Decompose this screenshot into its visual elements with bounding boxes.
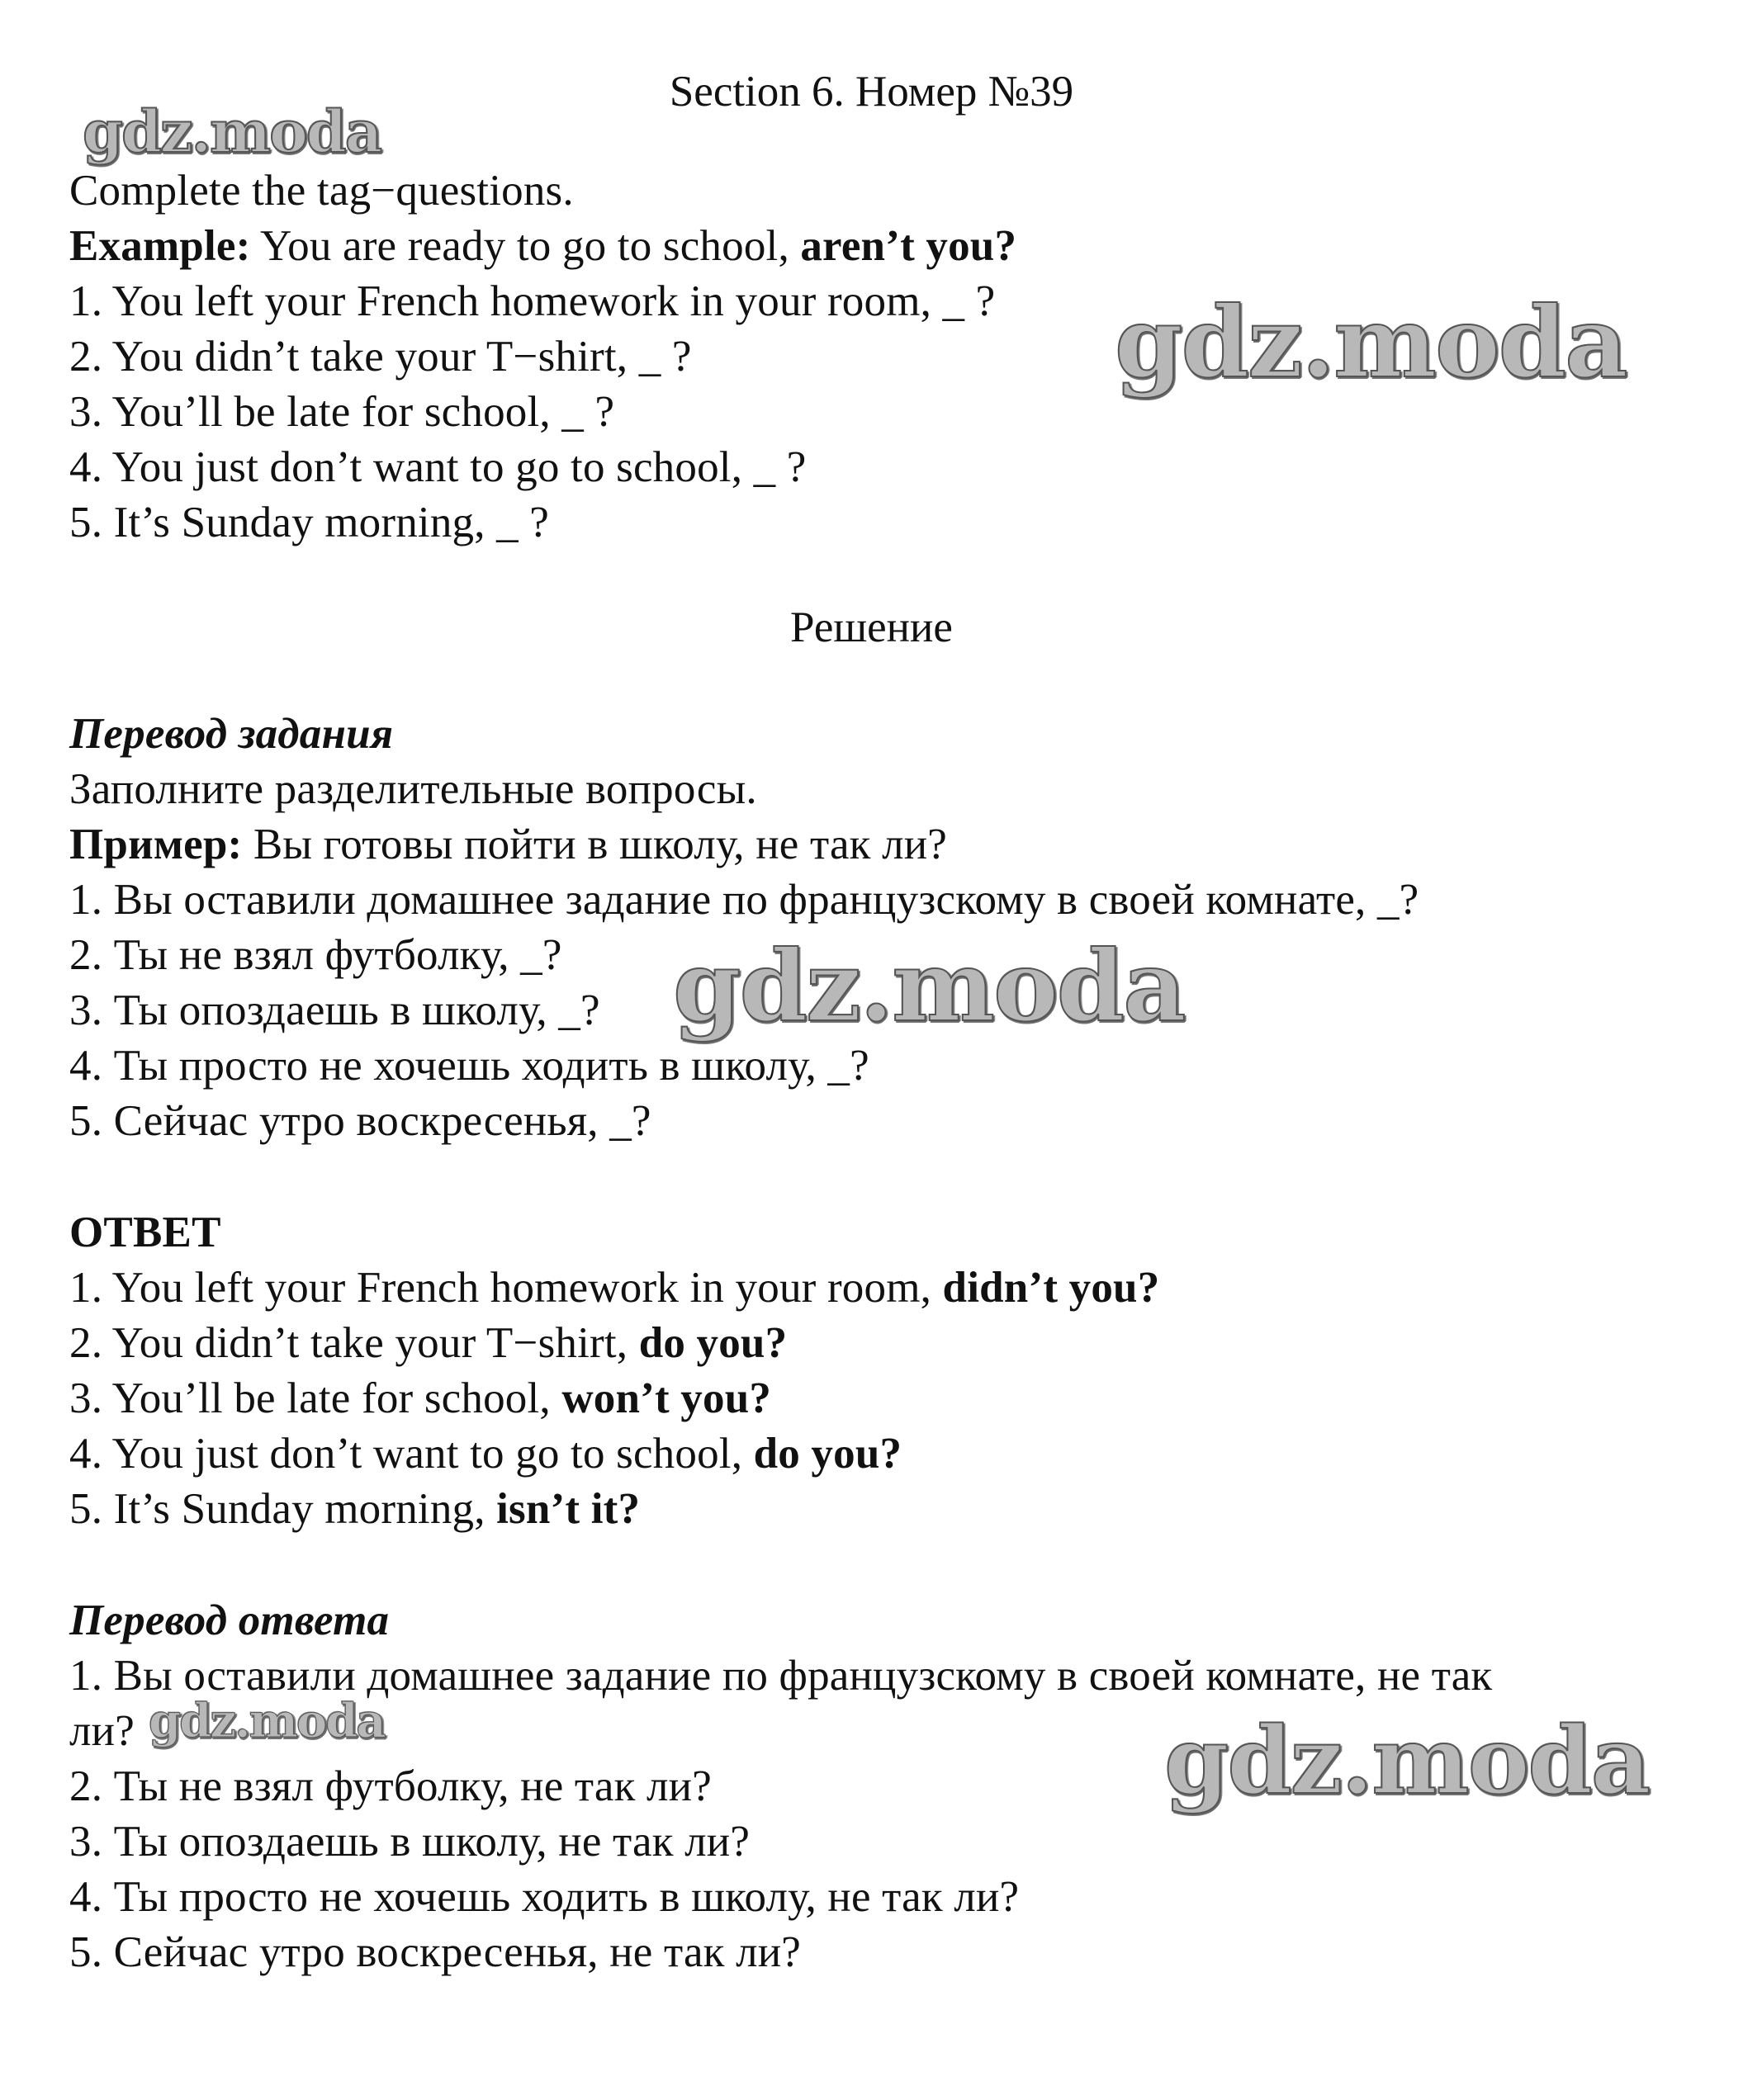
answer-translation-item-cont: ли? <box>69 1707 135 1755</box>
answer-item-text: 1. You left your French homework in your room, <box>69 1264 943 1312</box>
answer-translation-item: 4. Ты просто не хочешь ходить в школу, не так ли? <box>69 1873 1020 1921</box>
task-translation-example <box>69 817 947 872</box>
task-item: 2. You didn’t take your T−shirt, _ ? <box>69 333 692 381</box>
answer-translation-item: 3. Ты опоздаешь в школу, не так ли? <box>69 1818 751 1866</box>
task-translation-item: 2. Ты не взял футболку, _? <box>69 931 562 979</box>
answer-item <box>69 1316 787 1370</box>
answer-translation-item: 2. Ты не взял футболку, не так ли? <box>69 1762 712 1810</box>
page-title: Section 6. Номер №39 <box>669 68 1074 116</box>
answer-item-text: 4. You just don’t want to go to school, <box>69 1430 754 1478</box>
task-example <box>69 219 1016 273</box>
watermark-logo: gdz.moda <box>1115 285 1627 400</box>
example-text: You are ready to go to school, <box>250 222 801 270</box>
answer-item <box>69 1260 1159 1315</box>
task-translation-item: 4. Ты просто не хочешь ходить в школу, _? <box>69 1042 869 1090</box>
example-answer: aren’t you? <box>800 222 1017 270</box>
answer-translation-item: 5. Сейчас утро воскресенья, не так ли? <box>69 1928 802 1976</box>
task-instruction: Complete the tag−questions. <box>69 167 574 215</box>
task-translation-instruction: Заполните разделительные вопросы. <box>69 765 757 813</box>
example-label: Example: <box>69 222 251 270</box>
answer-item-answer: won’t you? <box>561 1374 772 1422</box>
task-item: 1. You left your French homework in your room, _ ? <box>69 277 996 325</box>
answer-item <box>69 1482 640 1536</box>
watermark-logo: gdz.moda <box>1164 1707 1650 1815</box>
task-item: 4. You just don’t want to go to school, _ ? <box>69 443 807 491</box>
watermark-logo: gdz.moda <box>673 929 1185 1043</box>
task-translation-heading: Перевод задания <box>69 710 394 758</box>
answer-item-answer: didn’t you? <box>942 1264 1160 1312</box>
task-translation-item: 5. Сейчас утро воскресенья, _? <box>69 1097 651 1145</box>
solution-heading: Решение <box>790 603 953 651</box>
task-item: 3. You’ll be late for school, _ ? <box>69 388 615 436</box>
example-text: Вы готовы пойти в школу, не так ли? <box>242 821 948 868</box>
answer-item-answer: do you? <box>638 1319 788 1367</box>
task-item: 5. It’s Sunday morning, _ ? <box>69 499 549 546</box>
answer-item <box>69 1426 902 1481</box>
watermark-logo: gdz.moda <box>149 1694 385 1748</box>
answer-item-answer: do you? <box>753 1430 902 1478</box>
answer-translation-item: 1. Вы оставили домашнее задание по французскому в своей комнате, не так <box>69 1652 1493 1700</box>
answer-heading: ОТВЕТ <box>69 1208 221 1256</box>
answer-item-text: 2. You didn’t take your T−shirt, <box>69 1319 639 1367</box>
answer-item-answer: isn’t it? <box>496 1485 641 1533</box>
watermark-logo: gdz.moda <box>83 97 381 166</box>
answer-item-text: 3. You’ll be late for school, <box>69 1374 562 1422</box>
example-label: Пример: <box>69 821 243 868</box>
answer-item-text: 5. It’s Sunday morning, <box>69 1485 497 1533</box>
task-translation-item: 3. Ты опоздаешь в школу, _? <box>69 986 600 1034</box>
answer-item <box>69 1371 771 1426</box>
task-translation-item: 1. Вы оставили домашнее задание по французскому в своей комнате, _? <box>69 876 1419 924</box>
answer-translation-heading: Перевод ответа <box>69 1596 390 1644</box>
